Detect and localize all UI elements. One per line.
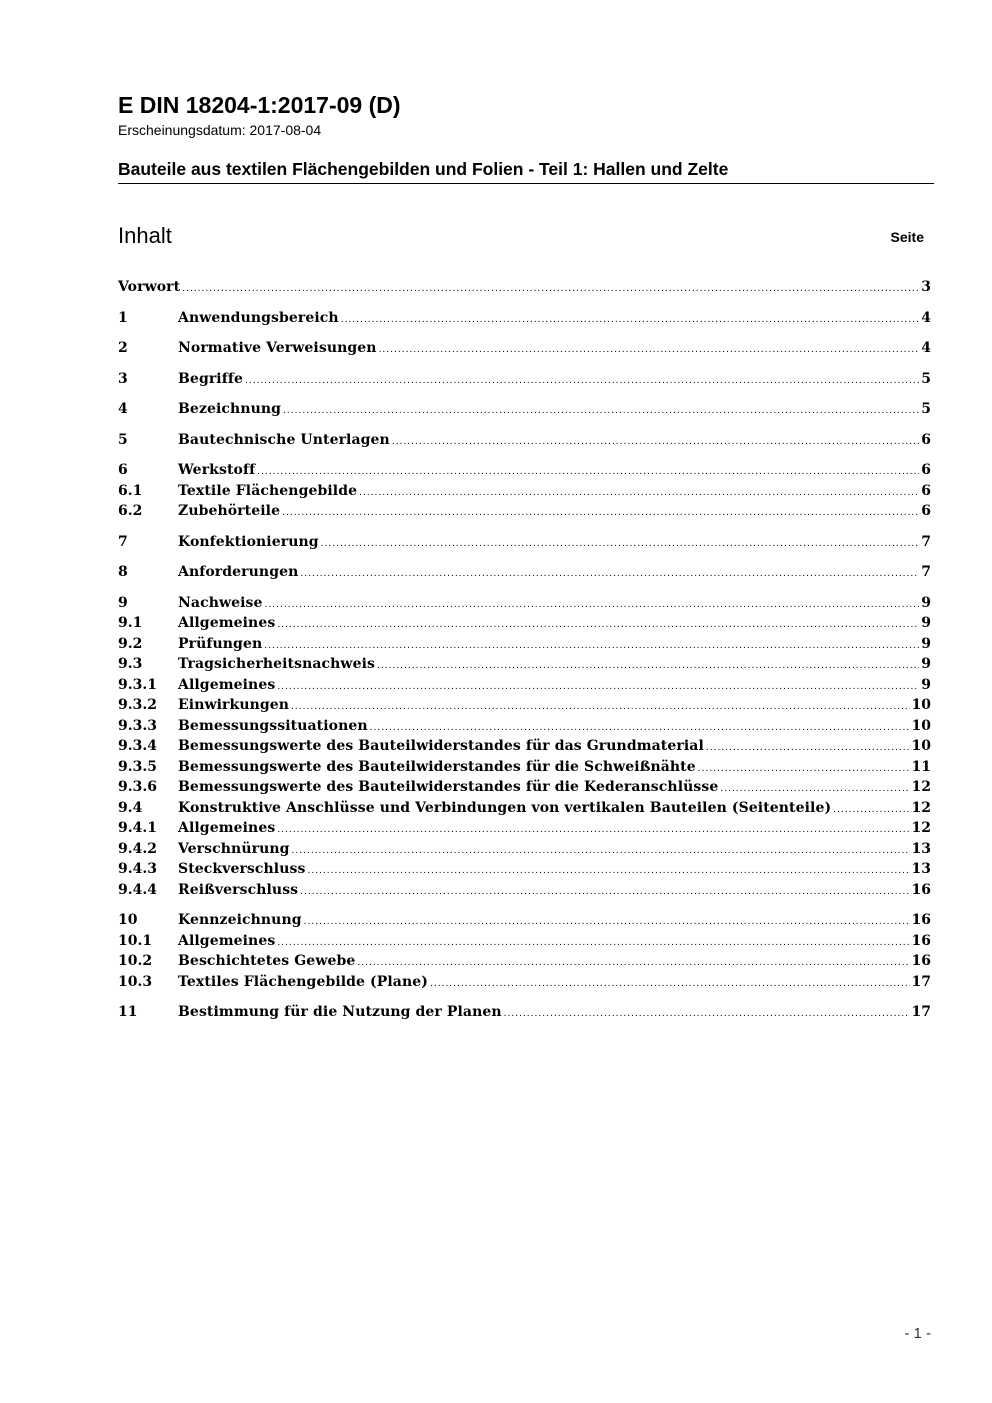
toc-entry-title: Normative Verweisungen bbox=[178, 340, 377, 356]
toc-entry[interactable] bbox=[118, 718, 931, 739]
toc-entry-page: 10 bbox=[911, 738, 931, 754]
toc-entry-number: 10.3 bbox=[118, 973, 153, 990]
toc-entry[interactable] bbox=[118, 371, 931, 392]
toc-entry-title: Begriffe bbox=[178, 370, 243, 387]
toc-entry-number: 8 bbox=[118, 564, 128, 580]
toc-entry-page: 16 bbox=[911, 912, 931, 928]
toc-entry-page: 12 bbox=[911, 799, 931, 816]
toc-entry-number: 9.3.3 bbox=[118, 717, 157, 734]
toc-entry-page: 3 bbox=[921, 279, 931, 295]
toc-entry-number: 9.3 bbox=[118, 656, 143, 672]
toc-entry-title: Bautechnische Unterlagen bbox=[178, 431, 390, 448]
publication-date: Erscheinungsdatum: 2017-08-04 bbox=[118, 122, 322, 138]
toc-dot-leader bbox=[321, 539, 920, 549]
toc-entry[interactable] bbox=[118, 340, 931, 361]
toc-entry-number: 9 bbox=[118, 594, 128, 611]
toc-entry-number: 3 bbox=[118, 370, 128, 387]
toc-entry-title: Allgemeines bbox=[178, 615, 276, 631]
toc-entry-number: 6 bbox=[118, 462, 128, 478]
toc-dot-leader bbox=[264, 641, 919, 651]
toc-entry-page: 16 bbox=[911, 953, 931, 969]
toc-entry-number: 5 bbox=[118, 431, 128, 448]
toc-entry[interactable] bbox=[118, 462, 931, 483]
toc-entry[interactable] bbox=[118, 483, 931, 504]
toc-entry[interactable] bbox=[118, 615, 931, 636]
toc-dot-leader bbox=[182, 284, 919, 294]
toc-entry-number: 10.2 bbox=[118, 953, 153, 969]
toc-entry-number: 9.2 bbox=[118, 635, 143, 652]
toc-entry-page: 12 bbox=[911, 820, 931, 836]
toc-entry[interactable] bbox=[118, 432, 931, 453]
toc-entry-title: Allgemeines bbox=[178, 676, 276, 693]
toc-entry-title: Reißverschluss bbox=[178, 881, 299, 898]
toc-entry[interactable] bbox=[118, 677, 931, 698]
toc-entry-number: 4 bbox=[118, 401, 128, 417]
toc-entry-number: 9.1 bbox=[118, 615, 143, 631]
toc-entry-title: Anforderungen bbox=[178, 564, 299, 580]
toc-entry-number: 11 bbox=[118, 1004, 138, 1020]
toc-entry-title: Tragsicherheitsnachweis bbox=[178, 656, 375, 672]
toc-entry-title: Zubehörteile bbox=[178, 503, 281, 519]
toc-entry-page: 4 bbox=[921, 309, 931, 326]
toc-entry-page: 10 bbox=[911, 697, 931, 713]
toc-entry-number: 6.1 bbox=[118, 482, 143, 499]
toc-entry-number: 7 bbox=[118, 533, 128, 550]
toc-entry[interactable] bbox=[118, 595, 931, 616]
toc-entry-title: Werkstoff bbox=[178, 462, 256, 478]
toc-dot-leader bbox=[245, 376, 919, 386]
toc-dot-leader bbox=[282, 508, 919, 518]
toc-entry-page: 17 bbox=[911, 1004, 931, 1020]
toc-entry-number: 9.3.6 bbox=[118, 779, 157, 795]
toc-dot-leader bbox=[277, 825, 909, 835]
toc-entry-number: 9.3.1 bbox=[118, 676, 157, 693]
toc-entry[interactable] bbox=[118, 636, 931, 657]
toc-entry-title: Textiles Flächengebilde (Plane) bbox=[178, 973, 428, 990]
toc-entry-number: 9.4.2 bbox=[118, 840, 157, 857]
toc-entry[interactable] bbox=[118, 279, 931, 300]
toc-entry[interactable] bbox=[118, 933, 931, 954]
toc-entry-page: 6 bbox=[921, 482, 931, 499]
toc-entry-title: Prüfungen bbox=[178, 635, 263, 652]
toc-entry[interactable] bbox=[118, 912, 931, 933]
toc-entry-page: 9 bbox=[921, 676, 931, 693]
toc-entry-page: 10 bbox=[911, 717, 931, 734]
toc-entry-title: Bemessungswerte des Bauteilwiderstandes für die Kederanschlüsse bbox=[178, 779, 719, 795]
toc-dot-leader bbox=[257, 467, 919, 477]
toc-entry-number: 9.4.1 bbox=[118, 820, 157, 836]
toc-entry-title: Anwendungsbereich bbox=[178, 309, 339, 326]
toc-entry-title: Bestimmung für die Nutzung der Planen bbox=[178, 1004, 502, 1020]
toc-entry[interactable] bbox=[118, 820, 931, 841]
toc-dot-leader bbox=[292, 846, 910, 856]
document-id: E DIN 18204-1:2017-09 (D) bbox=[118, 92, 401, 118]
toc-entry-title: Bemessungswerte des Bauteilwiderstandes für das Grundmaterial bbox=[178, 738, 704, 754]
document-title: Bauteile aus textilen Flächengebilden und Folien - Teil 1: Hallen und Zelte bbox=[118, 159, 729, 179]
toc-dot-leader bbox=[277, 938, 909, 948]
page-number: - 1 - bbox=[904, 1325, 931, 1342]
toc-dot-leader bbox=[304, 917, 910, 927]
toc-entry[interactable] bbox=[118, 503, 931, 524]
toc-entry-title: Konfektionierung bbox=[178, 533, 319, 550]
toc-entry[interactable] bbox=[118, 656, 931, 677]
toc-entry-title: Steckverschluss bbox=[178, 861, 306, 877]
toc-entry-page: 6 bbox=[921, 462, 931, 478]
toc-entry-number: 2 bbox=[118, 340, 128, 356]
toc-entry[interactable] bbox=[118, 882, 931, 903]
toc-entry[interactable] bbox=[118, 1004, 931, 1025]
toc-entry-page: 12 bbox=[911, 779, 931, 795]
toc-entry-title: Kennzeichnung bbox=[178, 912, 302, 928]
toc-dot-leader bbox=[357, 958, 909, 968]
toc-entry-page: 4 bbox=[921, 340, 931, 356]
toc-entry-page: 6 bbox=[921, 431, 931, 448]
toc-dot-leader bbox=[359, 488, 919, 498]
toc-entry[interactable] bbox=[118, 564, 931, 585]
toc-dot-leader bbox=[307, 866, 909, 876]
toc-entry-title: Bemessungssituationen bbox=[178, 717, 368, 734]
toc-entry-page: 7 bbox=[921, 564, 931, 580]
toc-entry-number: 6.2 bbox=[118, 503, 143, 519]
toc-entry-page: 9 bbox=[921, 615, 931, 631]
toc-entry[interactable] bbox=[118, 861, 931, 882]
toc-dot-leader bbox=[300, 569, 919, 579]
toc-dot-leader bbox=[698, 764, 910, 774]
toc-entry-title: Allgemeines bbox=[178, 820, 276, 836]
toc-entry-page: 5 bbox=[921, 401, 931, 417]
toc-entry-title: Bemessungswerte des Bauteilwiderstandes für die Schweißnähte bbox=[178, 758, 696, 775]
toc-page-column-label: Seite bbox=[890, 229, 924, 245]
toc-entry-page: 7 bbox=[921, 533, 931, 550]
toc-dot-leader bbox=[430, 979, 910, 989]
toc-entry-title: Allgemeines bbox=[178, 932, 276, 949]
toc-dot-leader bbox=[277, 620, 919, 630]
toc-entry-page: 11 bbox=[911, 758, 931, 775]
toc-entry[interactable] bbox=[118, 697, 931, 718]
toc-entry-title: Beschichtetes Gewebe bbox=[178, 953, 356, 969]
toc-dot-leader bbox=[504, 1009, 910, 1019]
toc-entry[interactable] bbox=[118, 974, 931, 995]
toc-entry-number: 9.3.4 bbox=[118, 738, 157, 754]
toc-entry-page: 13 bbox=[911, 840, 931, 857]
toc-dot-leader bbox=[283, 406, 919, 416]
toc-entry-title: Einwirkungen bbox=[178, 697, 290, 713]
toc-entry-page: 13 bbox=[911, 861, 931, 877]
toc-dot-leader bbox=[265, 600, 920, 610]
toc-entry-page: 16 bbox=[911, 881, 931, 898]
toc-dot-leader bbox=[379, 345, 920, 355]
table-of-contents bbox=[118, 279, 931, 1025]
toc-entry-number: 9.3.5 bbox=[118, 758, 157, 775]
toc-dot-leader bbox=[392, 437, 919, 447]
toc-entry[interactable] bbox=[118, 310, 931, 331]
toc-heading: Inhalt bbox=[118, 223, 172, 248]
toc-dot-leader bbox=[370, 723, 910, 733]
toc-entry[interactable] bbox=[118, 401, 931, 422]
toc-dot-leader bbox=[706, 743, 910, 753]
toc-entry[interactable] bbox=[118, 953, 931, 974]
toc-entry-page: 9 bbox=[921, 594, 931, 611]
toc-entry-number: 9.4.4 bbox=[118, 881, 157, 898]
toc-entry[interactable] bbox=[118, 800, 931, 821]
toc-entry-title: Vorwort bbox=[118, 279, 181, 295]
toc-dot-leader bbox=[833, 805, 909, 815]
toc-entry-title: Verschnürung bbox=[178, 840, 290, 857]
toc-dot-leader bbox=[277, 682, 919, 692]
toc-entry-title: Konstruktive Anschlüsse und Verbindungen von vertikalen Bauteilen (Seitenteile) bbox=[178, 799, 832, 816]
toc-dot-leader bbox=[377, 661, 919, 671]
toc-entry-page: 16 bbox=[911, 932, 931, 949]
toc-dot-leader bbox=[341, 315, 920, 325]
toc-entry-title: Textile Flächengebilde bbox=[178, 482, 358, 499]
toc-entry-page: 9 bbox=[921, 656, 931, 672]
toc-entry-number: 9.4 bbox=[118, 799, 143, 816]
toc-dot-leader bbox=[300, 887, 909, 897]
toc-entry-number: 9.4.3 bbox=[118, 861, 157, 877]
toc-dot-leader bbox=[720, 784, 909, 794]
toc-entry-title: Nachweise bbox=[178, 594, 263, 611]
toc-entry-number: 10.1 bbox=[118, 932, 153, 949]
toc-entry-page: 17 bbox=[911, 973, 931, 990]
toc-entry-page: 9 bbox=[921, 635, 931, 652]
toc-entry-title: Bezeichnung bbox=[178, 401, 282, 417]
toc-entry[interactable] bbox=[118, 841, 931, 862]
toc-entry-number: 10 bbox=[118, 912, 138, 928]
toc-entry-number: 1 bbox=[118, 309, 128, 326]
toc-entry-page: 5 bbox=[921, 370, 931, 387]
toc-entry[interactable] bbox=[118, 759, 931, 780]
toc-entry-page: 6 bbox=[921, 503, 931, 519]
toc-entry[interactable] bbox=[118, 738, 931, 759]
toc-entry[interactable] bbox=[118, 779, 931, 800]
toc-entry-number: 9.3.2 bbox=[118, 697, 157, 713]
title-divider bbox=[118, 183, 934, 184]
toc-entry[interactable] bbox=[118, 534, 931, 555]
toc-dot-leader bbox=[291, 702, 909, 712]
